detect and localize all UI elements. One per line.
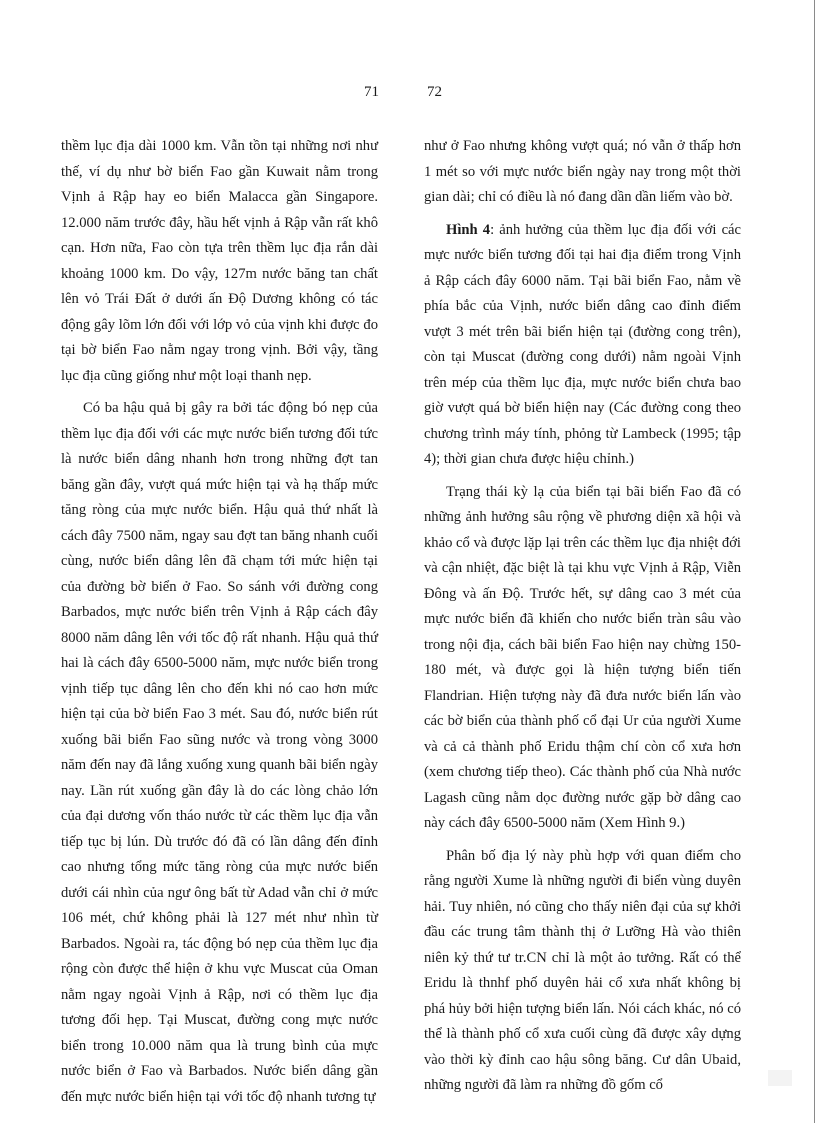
page-number-left: 71 (364, 84, 379, 100)
paragraph-continued: như ở Fao nhưng không vượt quá; nó vẫn ở thấp hơn 1 mét so với mực nước biển ngày nay trong một thời gian dài; chỉ có điều là nó đang dần dần liếm vào bờ. (424, 138, 741, 205)
figure-caption (424, 218, 741, 473)
right-column (424, 134, 741, 1099)
figure-label: Hình 4 (446, 221, 491, 238)
paragraph: Có ba hậu quả bị gây ra bởi tác động bó nẹp của thềm lục địa đối với các mực nước biển tương đối tức là nước biển dâng nhanh hơn trong những đợt tan băng gần đây, vượt quá mức hiện tại và hạ thấp mức tăng ròng của mực nước biển. Hậu quả thứ nhất là cách đây 7500 năm, ngay sau đợt tan băng nhanh cuối cùng, nước biển dâng lên đã chạm tới mức hiện tại của đường bờ biển ở Fao. So sánh với đường cong Barbados, mực nước biển trên Vịnh ả Rập cách đây 8000 năm dâng lên với tốc độ rất nhanh. Hậu quả thứ hai là cách đây 6500-5000 năm, mực nước biển trong vịnh tiếp tục dâng lên cho đến khi nó cao hơn mức hiện tại của bờ biển Fao 3 mét. Sau đó, nước biển rút xuống bãi biển Fao sũng nước và trong vòng 3000 năm đến nay đã lắng xuống xung quanh bãi biển ngày nay. Lần rút xuống gần đây là do các lòng chảo lớn của đại dương vốn tháo nước từ các thềm lục địa vẫn tiếp tục bị lún. Dù trước đó đã có lần dâng đến đỉnh cao nhưng tổng mức tăng ròng của mực nước biển dưới cái nhìn của ngư ông bất từ Adad vẫn chỉ ở mức 106 mét, chứ không phải là 127 mét như nhìn từ Barbados. Ngoài ra, tác động bó nẹp của thềm lục địa rộng còn được thể hiện ở khu vực Muscat của Oman nằm ngay ngoài Vịnh ả Rập, nơi có thềm lục địa tương đối hẹp. Tại Muscat, đường cong mực nước biển trong 10.000 năm qua là trung bình của mực nước biển ở Fao và Barbados. Nước biển dâng gần đến mực nước biển hiện tại với tốc độ nhanh tương tự (61, 400, 378, 1105)
paragraph: Trạng thái kỳ lạ của biển tại bãi biển Fao đã có những ảnh hưởng sâu rộng về phương diện xã hội và khảo cổ và được lặp lại trên các thềm lục địa nhiệt đới và cận nhiệt, đặc biệt là tại khu vực Vịnh ả Rập, Viễn Đông và ấn Độ. Trước hết, sự dâng cao 3 mét của mực nước biển đã khiến cho nước biển tràn sâu vào trong nội địa, cách bãi biển Fao hiện nay chừng 150-180 mét, và được gọi là hiện tượng biển tiến Flandrian. Hiện tượng này đã đưa nước biển lấn vào các bờ biển của thành phố cổ đại Ur của người Xume và cả cả thành phố Eridu thậm chí còn cổ xưa hơn (xem chương tiếp theo). Các thành phố của Nhà nước Lagash cũng nằm dọc đường nước gặp bờ dâng cao này cách đây 6500-5000 năm (Xem Hình 9.) (424, 483, 741, 831)
paragraph: Phân bố địa lý này phù hợp với quan điểm cho rằng người Xume là những người đi biển vùng duyên hải. Tuy nhiên, nó cũng cho thấy niên đại của sự khởi đầu các trung tâm thành thị ở Lưỡng Hà vào thiên niên kỷ thứ tư tr.CN chỉ là một ảo tưởng. Rất có thể Eridu là thnhf phố duyên hải cổ xưa nhất không bị phá hủy bởi hiện tượng biển lấn. Nói cách khác, nó có thể là thành phố cổ xưa cuối cùng đã được xây dựng vào thời kỳ đỉnh cao hậu sông băng. Cư dân Ubaid, những người đã làm ra những đồ gốm cổ (424, 847, 741, 1093)
faint-mark (768, 1070, 792, 1086)
page-number-right: 72 (427, 84, 442, 100)
paragraph-continued: thềm lục địa dài 1000 km. Vẫn tồn tại những nơi như thế, ví dụ như bờ biển Fao gần Kuwait nằm trong Vịnh ả Rập hay eo biển Malacca gần Singapore. 12.000 năm trước đây, hầu hết vịnh ả Rập vẫn rất khô cạn. Hơn nữa, Fao còn tựa trên thềm lục địa rắn dài khoảng 1000 km. Do vậy, 127m nước băng tan chất lên vỏ Trái Đất ở dưới ấn Độ Dương không có tác động gây lõm lớn đối với lớp vỏ của vịnh khi được đo tại bờ biển Fao nằm ngay trong vịnh. Bởi vậy, tầng lục địa cũng giống như một loại thanh nẹp. (61, 138, 378, 384)
left-column (61, 134, 378, 1110)
figure-caption-text: : ảnh hưởng của thềm lục địa đối với các mực nước biển tương đối tại hai địa điểm trong Vịnh ả Rập cách đây 6000 năm. Tại bãi biển Fao, nằm về phía bắc của Vịnh, nước biển dâng cao đỉnh điểm vượt 3 mét trên bãi biển hiện tại (đường cong trên), còn tại Muscat (đường cong dưới) nằm ngoài Vịnh trên mép của thềm lục địa, mực nước biển chưa bao giờ vượt quá bờ biển hiện nay (Các đường cong theo chương trình máy tính, phỏng từ Lambeck (1995; tập 4); thời gian chưa được hiệu chỉnh.) (424, 221, 741, 467)
page-edge-line (814, 0, 815, 1123)
